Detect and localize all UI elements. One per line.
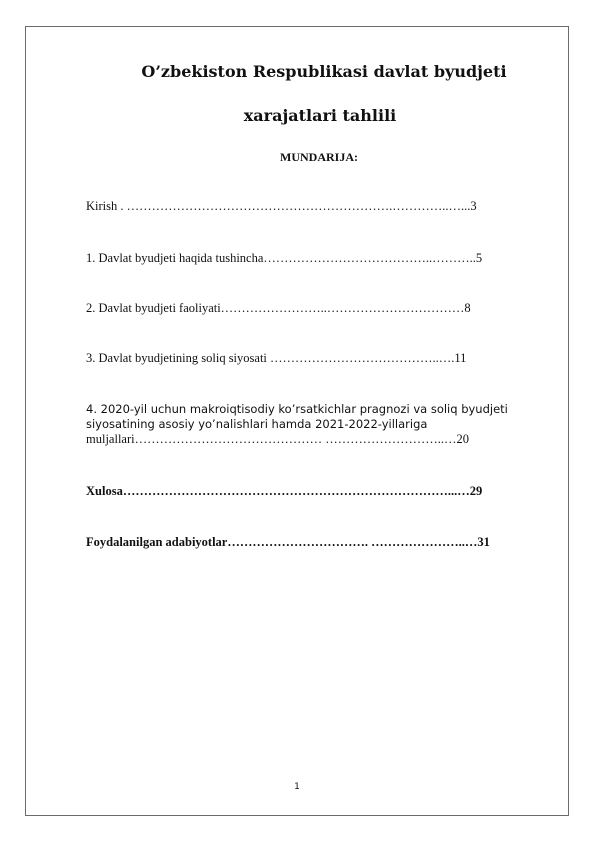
toc-item-introduction: Kirish . ……………………………………………………….…………..…...3 xyxy=(86,199,477,213)
page-number: 1 xyxy=(294,782,300,792)
toc-item-references: Foydalanilgan adabiyotlar……………………………. …………………..…31 xyxy=(86,535,490,549)
toc-item-conclusion: Xulosa……………………………………………………………………...…29 xyxy=(86,484,483,498)
toc-item-chapter-4-line-2: siyosatining asosiy yo’nalishlari hamda 2021-2022-yillariga xyxy=(86,417,428,431)
toc-item-chapter-3: 3. Davlat byudjetining soliq siyosati …………………………………..….11 xyxy=(86,351,467,365)
toc-item-chapter-4-line-3: muljallari……………………………………… ………………………..…20 xyxy=(86,432,469,446)
contents-heading: MUNDARIJA: xyxy=(280,150,358,164)
toc-item-chapter-2: 2. Davlat byudjeti faoliyati……………………..……………………………8 xyxy=(86,301,471,315)
toc-item-chapter-1: 1. Davlat byudjeti haqida tushincha…………………………………..………..5 xyxy=(86,251,483,265)
toc-item-chapter-4 xyxy=(86,402,536,447)
document-title-line-2: xarajatlari tahlili xyxy=(243,106,397,125)
toc-item-chapter-4-line-1: 4. 2020-yil uchun makroiqtisodiy ko’rsatkichlar pragnozi va soliq byudjeti xyxy=(86,402,508,416)
document-title-line-1: O’zbekiston Respublikasi davlat byudjeti xyxy=(141,62,507,81)
